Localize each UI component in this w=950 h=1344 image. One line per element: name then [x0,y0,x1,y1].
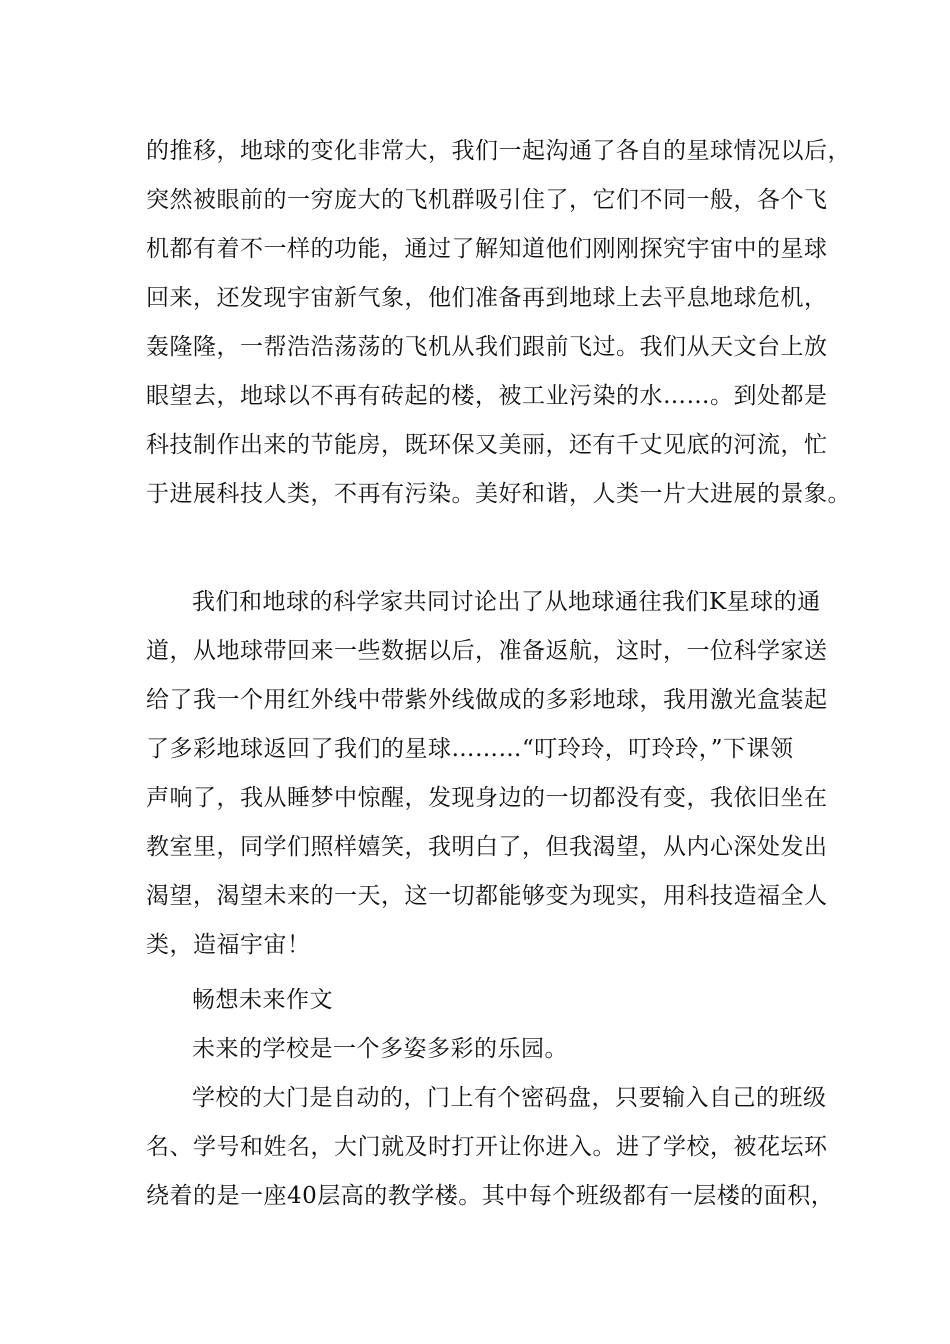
paragraph-line: 科技制作出来的节能房，既环保又美丽，还有千丈见底的河流，忙 [146,432,828,458]
paragraph-line: 教室里，同学们照样嬉笑，我明白了，但我渴望，从内心深处发出 [146,834,828,860]
paragraph-line: 的推移，地球的变化非常大，我们一起沟通了各自的星球情况以后， [146,138,851,164]
paragraph-line: 眼望去，地球以不再有砖起的楼，被工业污染的水……。到处都是 [146,383,828,409]
paragraph-line: 我们和地球的科学家共同讨论出了从地球通往我们K星球的通 [192,589,821,615]
paragraph-line: 于进展科技人类，不再有污染。美好和谐，人类一片大进展的景象。 [146,481,851,507]
paragraph-2 [146,578,826,970]
paragraph-1 [146,127,851,519]
essay-section [146,976,835,1221]
paragraph-line: 类，造福宇宙！ [146,932,311,958]
paragraph-line: 名、学号和姓名，大门就及时打开让你进入。进了学校，被花坛环 [146,1134,828,1160]
paragraph-line: 道，从地球带回来一些数据以后，准备返航，这时，一位科学家送 [146,638,828,664]
paragraph-line: 了多彩地球返回了我们的星球………“叮玲玲，叮玲玲，”下课领 [146,736,794,762]
paragraph-line: 回来，还发现宇宙新气象，他们准备再到地球上去平息地球危机， [146,285,828,311]
section-title: 畅想未来作文 [192,987,333,1013]
paragraph-line: 学校的大门是自动的，门上有个密码盘，只要输入自己的班级 [192,1085,827,1111]
paragraph-line: 突然被眼前的一穷庞大的飞机群吸引住了，它们不同一般，各个飞 [146,187,828,213]
paragraph-line: 渴望，渴望未来的一天，这一切都能够变为现实，用科技造福全人 [146,883,828,909]
paragraph-line: 声响了，我从睡梦中惊醒，发现身边的一切都没有变，我依旧坐在 [146,785,828,811]
paragraph-line: 轰隆隆，一帮浩浩荡荡的飞机从我们跟前飞过。我们从天文台上放 [146,334,828,360]
paragraph-line: 给了我一个用红外线中带紫外线做成的多彩地球，我用激光盒装起 [146,687,828,713]
paragraph-line: 绕着的是一座40层高的教学楼。其中每个班级都有一层楼的面积， [146,1183,835,1209]
paragraph-line: 机都有着不一样的功能，通过了解知道他们刚刚探究宇宙中的星球 [146,236,828,262]
paragraph-3: 未来的学校是一个多姿多彩的乐园。 [192,1036,568,1062]
